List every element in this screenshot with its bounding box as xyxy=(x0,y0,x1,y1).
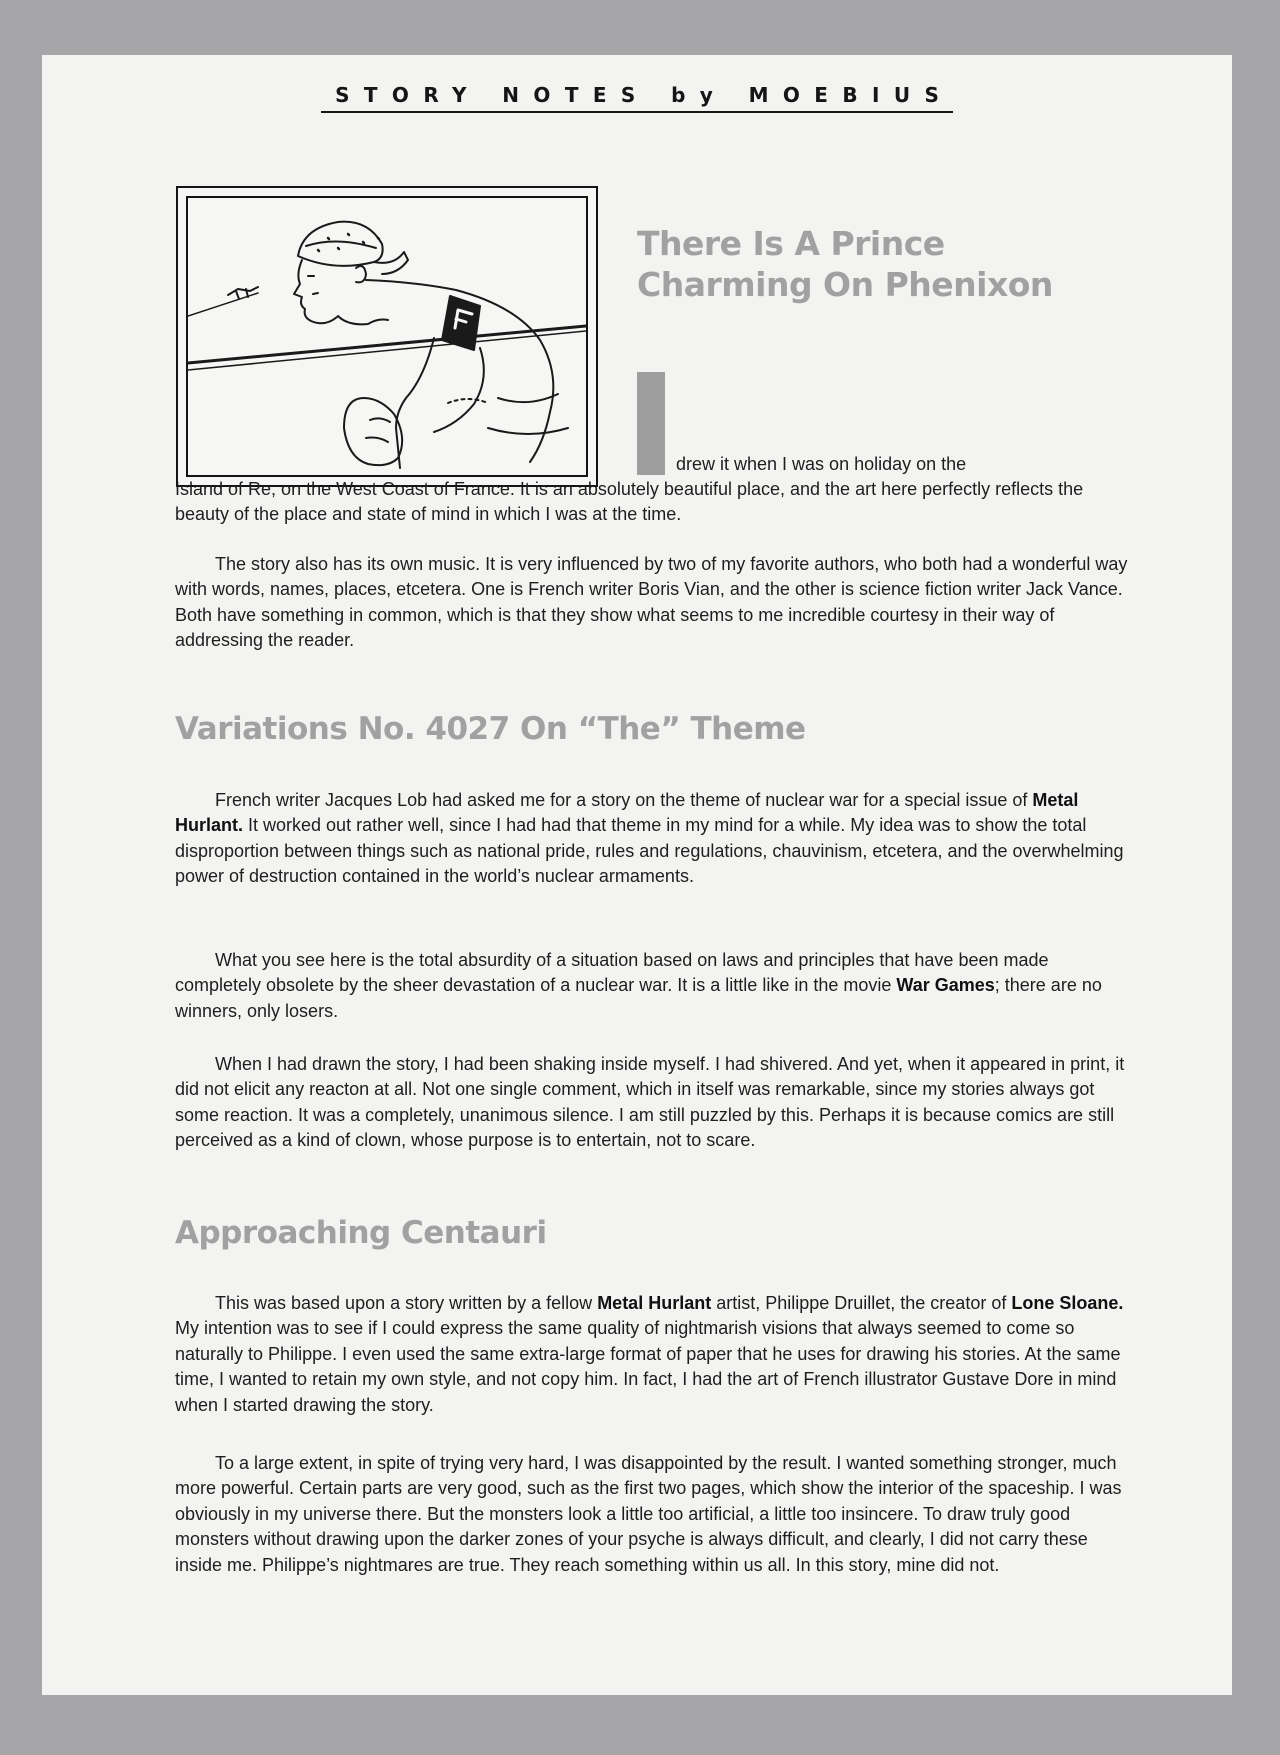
movie-title: War Games xyxy=(896,975,995,996)
text-span: It worked out rather well, since I had had that theme in my mind for a while. My idea was to show the total disproportion between things such as national pride, rules and regulations, chauvinism, etcetera, and the overwhelming power of destruction contained in the world’s nuclear armaments. xyxy=(175,815,1124,887)
text-span: What you see here is the total absurdity of a situation based on laws and principles that have been made completely obsolete by the sheer devastation of a nuclear war. It is a little like in the movie xyxy=(175,950,1049,996)
section2-paragraph-3: When I had drawn the story, I had been shaking inside myself. I had shivered. And yet, when it appeared in print, it did not elicit any reacton at all. Not one single comment, which in itself was remarkable, since my stories always got some reaction. It was a completely, unanimous silence. I am still puzzled by this. Perhaps it is because comics are still perceived as a kind of clown, whose purpose is to entertain, not to scare. xyxy=(175,1054,1125,1151)
section3-paragraph-1 xyxy=(175,1291,1135,1418)
text-span: This was based upon a story written by a fellow xyxy=(215,1293,598,1313)
drop-cap-letter-i xyxy=(637,372,665,475)
text-span: French writer Jacques Lob had asked me for a story on the theme of nuclear war for a special issue of xyxy=(215,790,1033,810)
title-line-1: There Is A Prince xyxy=(637,224,945,263)
story-title-prince-charming xyxy=(637,223,1053,305)
header-title: STORY NOTES by MOEBIUS xyxy=(321,83,954,113)
story-title-centauri: Approaching Centauri xyxy=(175,1215,547,1251)
section3-paragraph-2: To a large extent, in spite of trying very hard, I was disappointed by the result. I wanted something stronger, much more powerful. Certain parts are very good, such as the first two pages, which show the interior of the spaceship. I was obviously in my universe there. But the monsters look a little too artificial, a little too insincere. To draw truly good monsters without drawing upon the darker zones of your psyche is always difficult, and clearly, I did not carry these inside me. Philippe’s nightmares are true. They reach something within us all. In this story, mine did not. xyxy=(175,1453,1122,1575)
section2-paragraph-1 xyxy=(175,788,1135,890)
comic-drawing xyxy=(188,198,586,475)
first-line-text: drew it when I was on holiday on the xyxy=(676,454,967,474)
section1-paragraph-2: The story also has its own music. It is very influenced by two of my favorite authors, who both had a wonderful way with words, names, places, etcetera. One is French writer Boris Vian, and the other is science fiction writer Jack Vance. Both have something in common, which is that they show what seems to me incredible courtesy in their way of addressing the reader. xyxy=(175,554,1128,651)
text-span: artist, Philippe Druillet, the creator of xyxy=(711,1293,1012,1313)
magazine-title: Metal Hurlant. xyxy=(175,790,1079,836)
page xyxy=(42,55,1232,1695)
section2-paragraph-2 xyxy=(175,948,1135,1024)
comic-title: Lone Sloane. xyxy=(1011,1293,1124,1313)
magazine-title: Metal Hurlant xyxy=(597,1293,712,1313)
story-title-variations: Variations No. 4027 On “The” Theme xyxy=(175,711,806,747)
text-span: My intention was to see if I could express the same quality of nightmarish visions that always seemed to come so naturally to Philippe. I even used the same extra-large format of paper that he uses for drawing his stories. At the same time, I wanted to retain my own style, and not copy him. In fact, I had the art of French illustrator Gustave Dore in mind when I started drawing the story. xyxy=(175,1318,1121,1415)
page-header xyxy=(42,83,1232,113)
title-line-2: Charming On Phenixon xyxy=(637,265,1053,304)
comic-panel-illustration xyxy=(176,186,598,487)
section1-paragraph-1: Island of Re, on the West Coast of France. It is an absolutely beautiful place, and the art here perfectly reflects the beauty of the place and state of mind in which I was at the time. xyxy=(175,479,1084,525)
text-span: ; there are no winners, only losers. xyxy=(175,975,1102,1021)
